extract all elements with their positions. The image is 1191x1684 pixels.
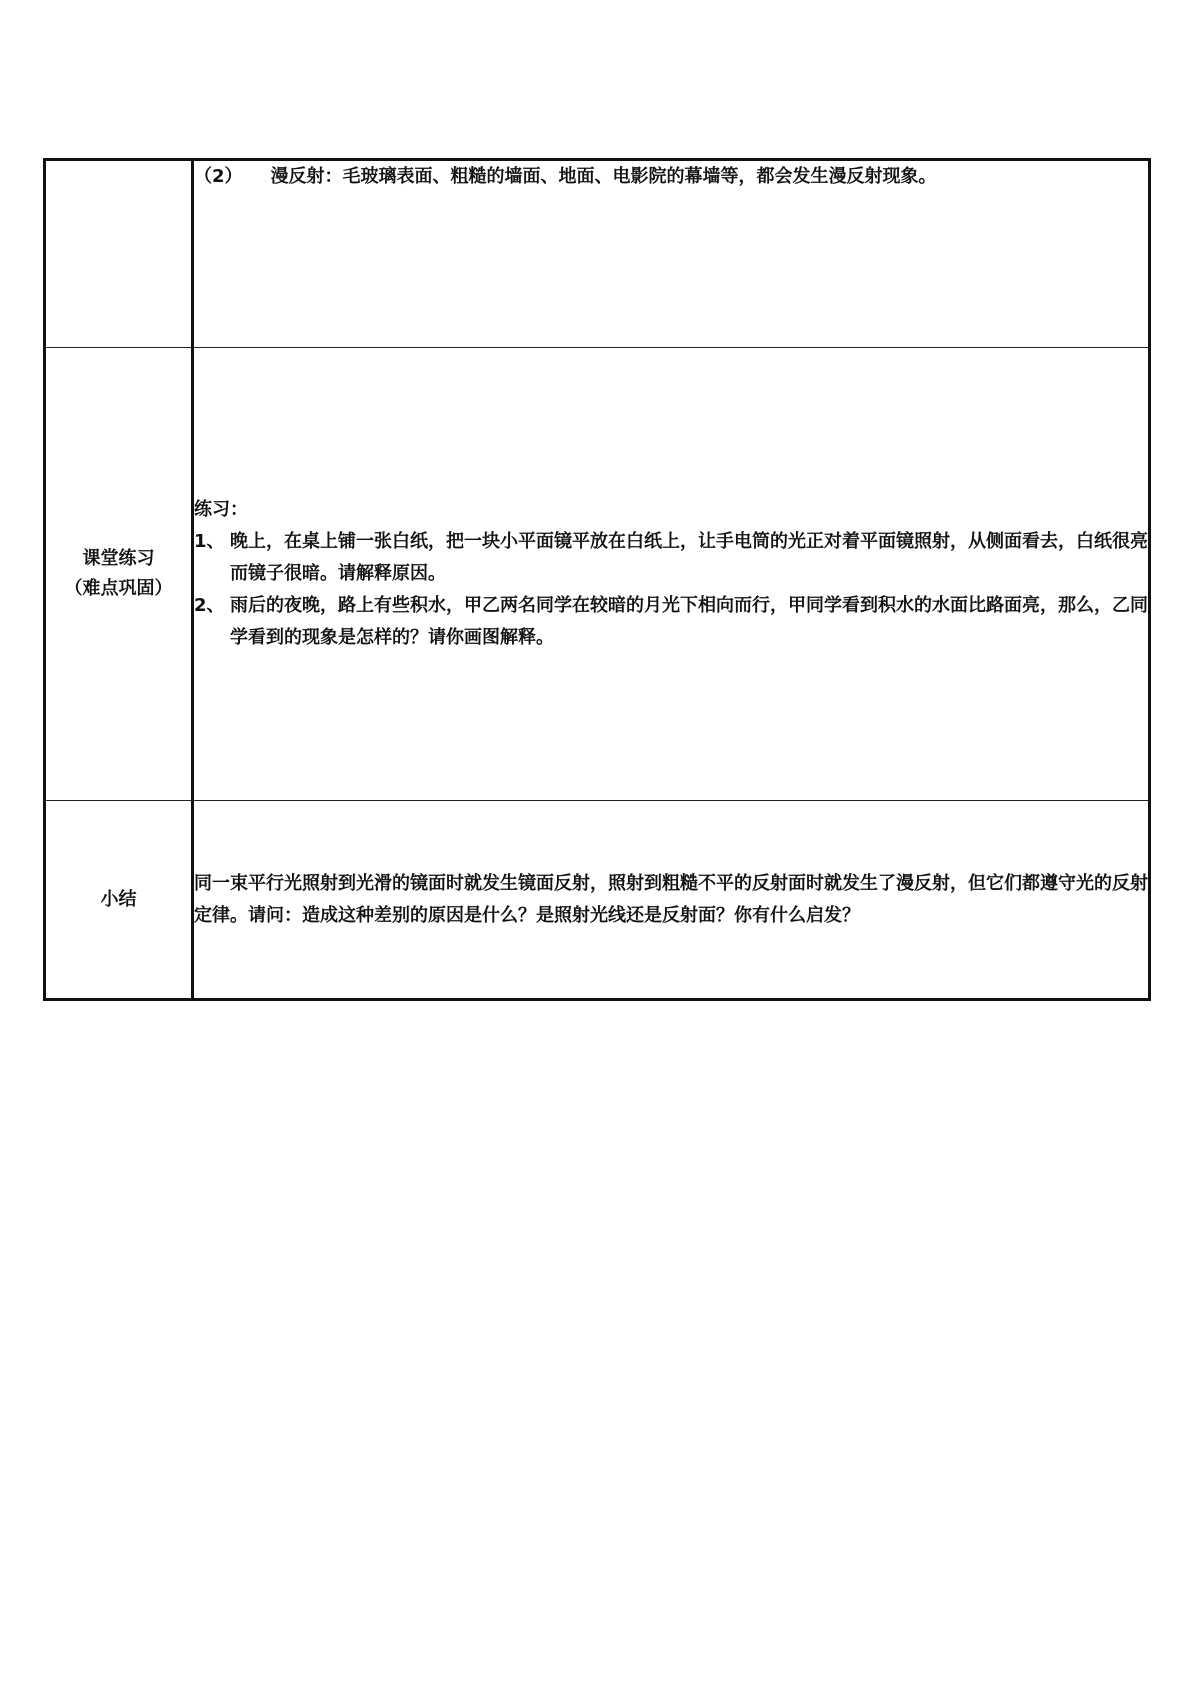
- summary-cell: [193, 801, 1150, 1000]
- exercise-cell: [193, 348, 1150, 801]
- table-row-classroom-exercise: [45, 348, 1150, 801]
- label-line-2: （难点巩固）: [64, 578, 173, 599]
- exercise-text: 雨后的夜晚，路上有些积水，甲乙两名同学在较暗的月光下相向而行，甲同学看到积水的水面比路面亮，那么，乙同学看到的现象是怎样的？请你画图解释。: [230, 595, 1148, 648]
- exercise-number: 2、: [194, 595, 225, 616]
- label-line-1: 课堂练习: [82, 548, 155, 569]
- exercise-text: 晚上，在桌上铺一张白纸，把一块小平面镜平放在白纸上，让手电筒的光正对着平面镜照射，从侧面看去，白纸很亮而镜子很暗。请解释原因。: [230, 531, 1148, 584]
- exercise-number: 1、: [194, 531, 225, 552]
- table-row-diffuse-reflection: [45, 160, 1150, 348]
- diffuse-reflection-text: 漫反射：毛玻璃表面、粗糙的墙面、地面、电影院的幕墙等，都会发生漫反射现象。: [270, 166, 937, 187]
- lesson-table: [43, 158, 1151, 1001]
- row-label-empty: [45, 160, 193, 348]
- row-label-classroom-exercise: [45, 348, 193, 801]
- exercise-heading: 练习：: [194, 499, 248, 520]
- row-label-summary: 小结: [45, 801, 193, 1000]
- item-number: （2）: [194, 166, 243, 187]
- diffuse-reflection-cell: [193, 160, 1150, 348]
- exercise-item-2: [194, 590, 1148, 654]
- table-row-summary: [45, 801, 1150, 1000]
- summary-text: 同一束平行光照射到光滑的镜面时就发生镜面反射，照射到粗糙不平的反射面时就发生了漫反射，但它们都遵守光的反射定律。请问：造成这种差别的原因是什么？是照射光线还是反射面？你有什么启发？: [194, 872, 1148, 926]
- exercise-item-1: [194, 526, 1148, 590]
